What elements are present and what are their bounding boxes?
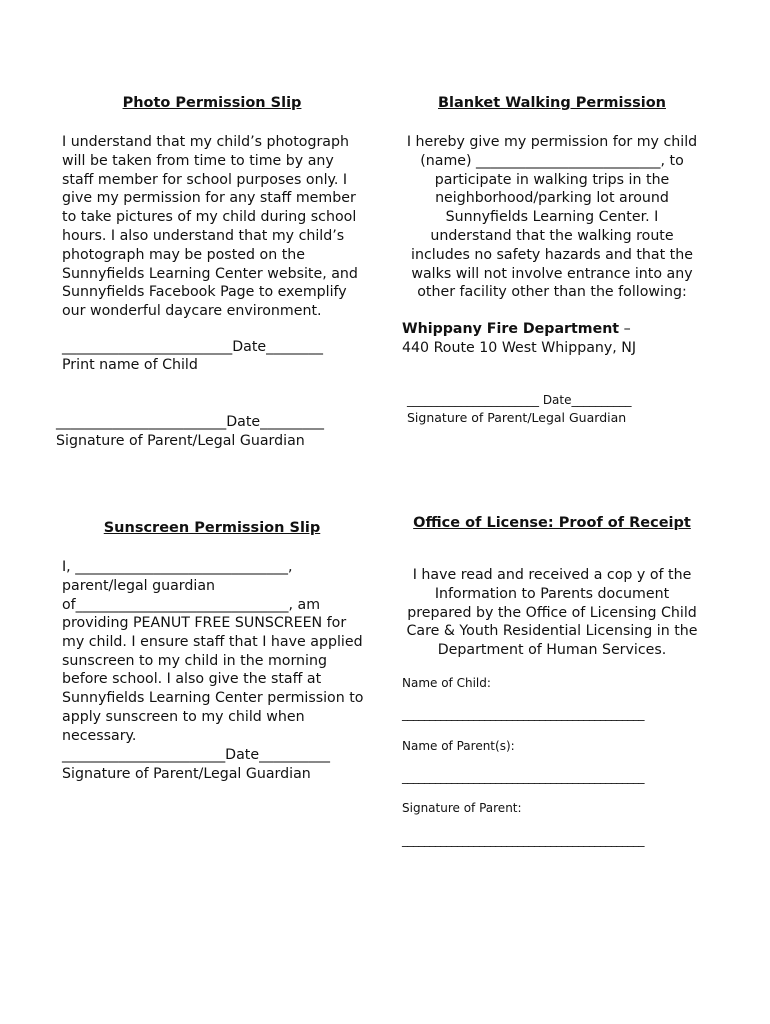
- walking-place-name: Whippany Fire Department: [402, 321, 620, 337]
- walking-signature-line[interactable]: ______________________ Date__________: [407, 393, 632, 407]
- license-receipt-title: Office of License: Proof of Receipt: [413, 515, 691, 531]
- license-parent-line[interactable]: ____________________________________________: [402, 770, 644, 784]
- walking-place-dash: –: [619, 321, 631, 337]
- walking-address: 440 Route 10 West Whippany, NJ: [402, 340, 637, 356]
- sunscreen-guardian-name-line[interactable]: I, ______________________________,: [62, 559, 293, 575]
- sunscreen-signature-line[interactable]: _______________________Date__________: [62, 747, 331, 763]
- sunscreen-slip-body: providing PEANUT FREE SUNSCREEN for my child. I ensure staff that I have applied sunscreen to my child in the morning before school. I also give the staff at Sunnyfields Learning Center permission to apply sunscreen to my child when necessary.: [62, 615, 364, 744]
- sunscreen-child-name-line[interactable]: of______________________________, am: [62, 597, 321, 613]
- walking-permission-title: Blanket Walking Permission: [438, 95, 666, 111]
- photo-child-name-line[interactable]: ________________________Date________: [62, 339, 323, 355]
- license-child-line[interactable]: ____________________________________________: [402, 707, 644, 721]
- photo-slip-body: I understand that my child’s photograph will be taken from time to time by any staff member for school purposes only. I give my permission for any staff member to take pictures of my child during school hours. I also understand that my child’s photograph may be posted on the Sunnyfields Learning Center website, and Sunnyfields Facebook Page to exemplify our wonderful daycare environment.: [62, 134, 358, 320]
- license-receipt-body: I have read and received a cop y of the Information to Parents document prepared by the Office of Licensing Child Care & Youth Residential Licensing in the Department of Human Services.: [406, 567, 698, 659]
- license-parent-label: Name of Parent(s):: [402, 739, 515, 753]
- sunscreen-signature-label: Signature of Parent/Legal Guardian: [62, 766, 311, 782]
- sunscreen-slip-title: Sunscreen Permission Slip: [103, 520, 321, 536]
- photo-child-name-label: Print name of Child: [62, 357, 198, 373]
- license-child-label: Name of Child:: [402, 676, 491, 690]
- photo-slip-title: Photo Permission Slip: [122, 95, 302, 111]
- sunscreen-guardian-label: parent/legal guardian: [62, 578, 216, 594]
- photo-signature-label: Signature of Parent/Legal Guardian: [56, 433, 305, 449]
- walking-permission-body: I hereby give my permission for my child (name) __________________________, to participate in walking trips in the neighborhood/parking lot around Sunnyfields Learning Center. I understand that the walking route includes no safety hazards and that the walks will not involve entrance into any other facility other than the following:: [406, 134, 698, 301]
- license-signature-label: Signature of Parent:: [402, 801, 522, 815]
- photo-signature-line[interactable]: ________________________Date_________: [56, 414, 325, 430]
- walking-place: [402, 320, 631, 339]
- walking-signature-label: Signature of Parent/Legal Guardian: [407, 410, 627, 425]
- license-signature-line[interactable]: ____________________________________________: [402, 833, 644, 847]
